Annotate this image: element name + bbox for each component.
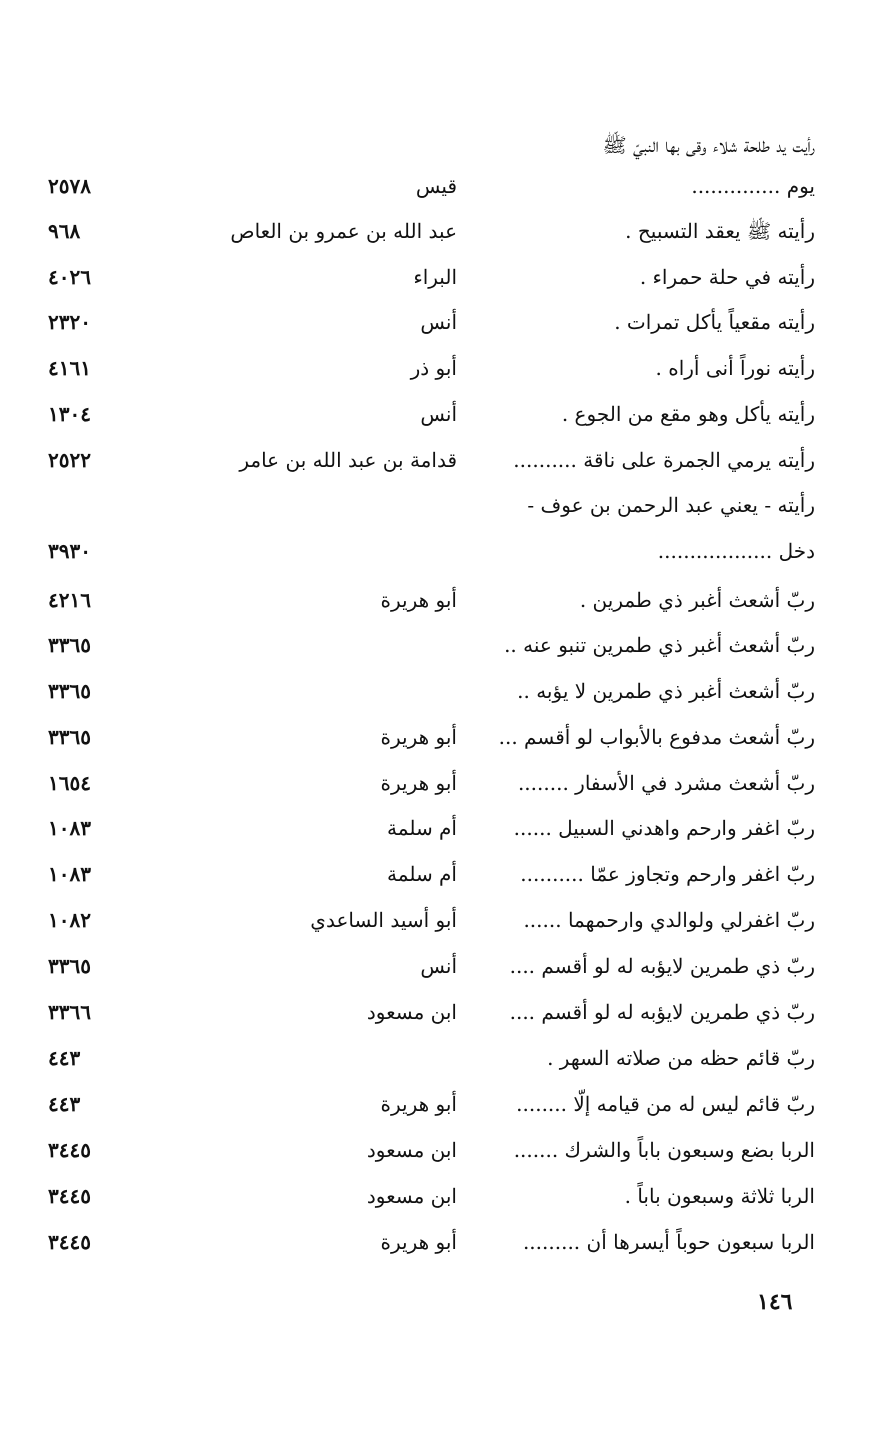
narrator-name: قيس	[415, 174, 457, 198]
reference-number: ٢٥٧٨	[48, 174, 91, 198]
reference-number: ٣٩٣٠	[48, 539, 91, 563]
reference-number: ١٠٨٣	[48, 862, 91, 886]
index-entry	[0, 257, 891, 297]
reference-number: ٢٥٢٢	[48, 448, 91, 472]
hadith-text: ربّ أشعث مشرد في الأسفار ........	[517, 771, 815, 795]
page-number: ١٤٦	[757, 1289, 793, 1315]
reference-number: ١٠٨٢	[48, 908, 91, 932]
narrator-name: ابن مسعود	[366, 1184, 457, 1208]
hadith-text: الربا سبعون حوباً أيسرها أن .........	[522, 1230, 815, 1254]
narrator-name: أبو هريرة	[380, 771, 457, 795]
hadith-text: ربّ قائم ليس له من قيامه إلّا ........	[516, 1092, 815, 1116]
reference-number: ٣٣٦٥	[48, 679, 91, 703]
reference-number: ١٦٥٤	[48, 771, 91, 795]
reference-number: ٣٤٤٥	[48, 1230, 91, 1254]
index-entry	[0, 211, 891, 251]
hadith-text: رأيته يأكل وهو مقع من الجوع .	[561, 402, 815, 426]
reference-number: ١٠٨٣	[48, 816, 91, 840]
hadith-text: ربّ اغفرلي ولوالدي وارحمهما ......	[523, 908, 815, 932]
narrator-name: أبو هريرة	[380, 725, 457, 749]
hadith-text: ربّ ذي طمرين لايؤبه له لو أقسم ....	[509, 954, 815, 978]
narrator-name: أبو أسيد الساعدي	[310, 908, 457, 932]
index-entry	[0, 992, 891, 1032]
hadith-text: دخل ..................	[657, 539, 815, 563]
hadith-text: الربا ثلاثة وسبعون باباً .	[624, 1184, 815, 1208]
index-entry	[0, 440, 891, 480]
hadith-text: رأيته - يعني عبد الرحمن بن عوف -	[527, 493, 815, 517]
reference-number: ٣٣٦٥	[48, 633, 91, 657]
index-entry	[0, 717, 891, 757]
index-entry	[0, 625, 891, 665]
hadith-text: رأيته مقعياً يأكل تمرات .	[614, 310, 815, 334]
hadith-text: ربّ أشعث أغبر ذي طمرين لا يؤبه ..	[517, 679, 815, 703]
index-entry	[0, 125, 891, 165]
reference-number: ٣٣٦٥	[48, 954, 91, 978]
index-entry	[0, 485, 891, 525]
reference-number: ٤٤٣	[48, 1092, 81, 1116]
reference-number: ١٣٠٤	[48, 402, 91, 426]
reference-number: ٤٠٢٦	[48, 265, 91, 289]
reference-number: ٤٤٣	[48, 1046, 81, 1070]
index-entry	[0, 580, 891, 620]
index-entry	[0, 671, 891, 711]
hadith-text: رأيته نوراً أنى أراه .	[655, 356, 815, 380]
reference-number: ٢٣٢٠	[48, 310, 91, 334]
hadith-text: ربّ اغفر وارحم وتجاوز عمّا ..........	[520, 862, 815, 886]
reference-number: ٣٣٦٥	[48, 725, 91, 749]
reference-number: ٩٦٨	[48, 219, 81, 243]
reference-number: ٣٣٦٦	[48, 1000, 91, 1024]
hadith-text: ربّ أشعث أغبر ذي طمرين تنبو عنه ..	[504, 633, 815, 657]
index-entry	[0, 1084, 891, 1124]
hadith-text: ربّ قائم حظه من صلاته السهر .	[547, 1046, 815, 1070]
hadith-text: رأيته يرمي الجمرة على ناقة ..........	[513, 448, 815, 472]
index-entry	[0, 900, 891, 940]
narrator-name: أبو ذر	[410, 356, 457, 380]
narrator-name: قدامة بن عبد الله بن عامر	[239, 448, 457, 472]
hadith-text: رأيت يد طلحة شلاء وقى بها النبيّ ﷺ	[602, 133, 815, 157]
narrator-name: عبد الله بن عمرو بن العاص	[230, 219, 457, 243]
narrator-name: أبو هريرة	[380, 1092, 457, 1116]
reference-number: ٤١٦١	[48, 356, 91, 380]
index-entry	[0, 1222, 891, 1262]
hadith-text: رأيته ﷺ يعقد التسبيح .	[625, 219, 815, 243]
hadith-text: الربا بضع وسبعون باباً والشرك .......	[513, 1138, 815, 1162]
narrator-name: البراء	[413, 265, 457, 289]
index-entry	[0, 1130, 891, 1170]
reference-number: ٣٤٤٥	[48, 1138, 91, 1162]
reference-number: ٣٤٤٥	[48, 1184, 91, 1208]
hadith-text: ربّ ذي طمرين لايؤبه له لو أقسم ....	[509, 1000, 815, 1024]
narrator-name: ابن مسعود	[366, 1000, 457, 1024]
narrator-name: أنس	[420, 954, 457, 978]
index-entry	[0, 302, 891, 342]
narrator-name: ابن مسعود	[366, 1138, 457, 1162]
index-entry	[0, 763, 891, 803]
reference-number: ٤٢١٦	[48, 588, 91, 612]
index-entry	[0, 854, 891, 894]
narrator-name: أنس	[420, 310, 457, 334]
index-entry	[0, 394, 891, 434]
narrator-name: أم سلمة	[387, 816, 457, 840]
hadith-text: ربّ أشعث أغبر ذي طمرين .	[579, 588, 815, 612]
hadith-text: ربّ أشعث مدفوع بالأبواب لو أقسم ...	[498, 725, 815, 749]
index-entry	[0, 808, 891, 848]
index-entry	[0, 946, 891, 986]
index-entry	[0, 348, 891, 388]
index-entry	[0, 531, 891, 571]
narrator-name: أنس	[420, 402, 457, 426]
narrator-name: أبو هريرة	[380, 1230, 457, 1254]
hadith-text: رأيته في حلة حمراء .	[639, 265, 815, 289]
index-entry	[0, 1176, 891, 1216]
narrator-name: أبو هريرة	[380, 588, 457, 612]
hadith-text: ربّ اغفر وارحم واهدني السبيل ......	[513, 816, 815, 840]
hadith-text: يوم ..............	[691, 174, 815, 198]
index-entry	[0, 1038, 891, 1078]
index-entry	[0, 166, 891, 206]
narrator-name: أم سلمة	[387, 862, 457, 886]
